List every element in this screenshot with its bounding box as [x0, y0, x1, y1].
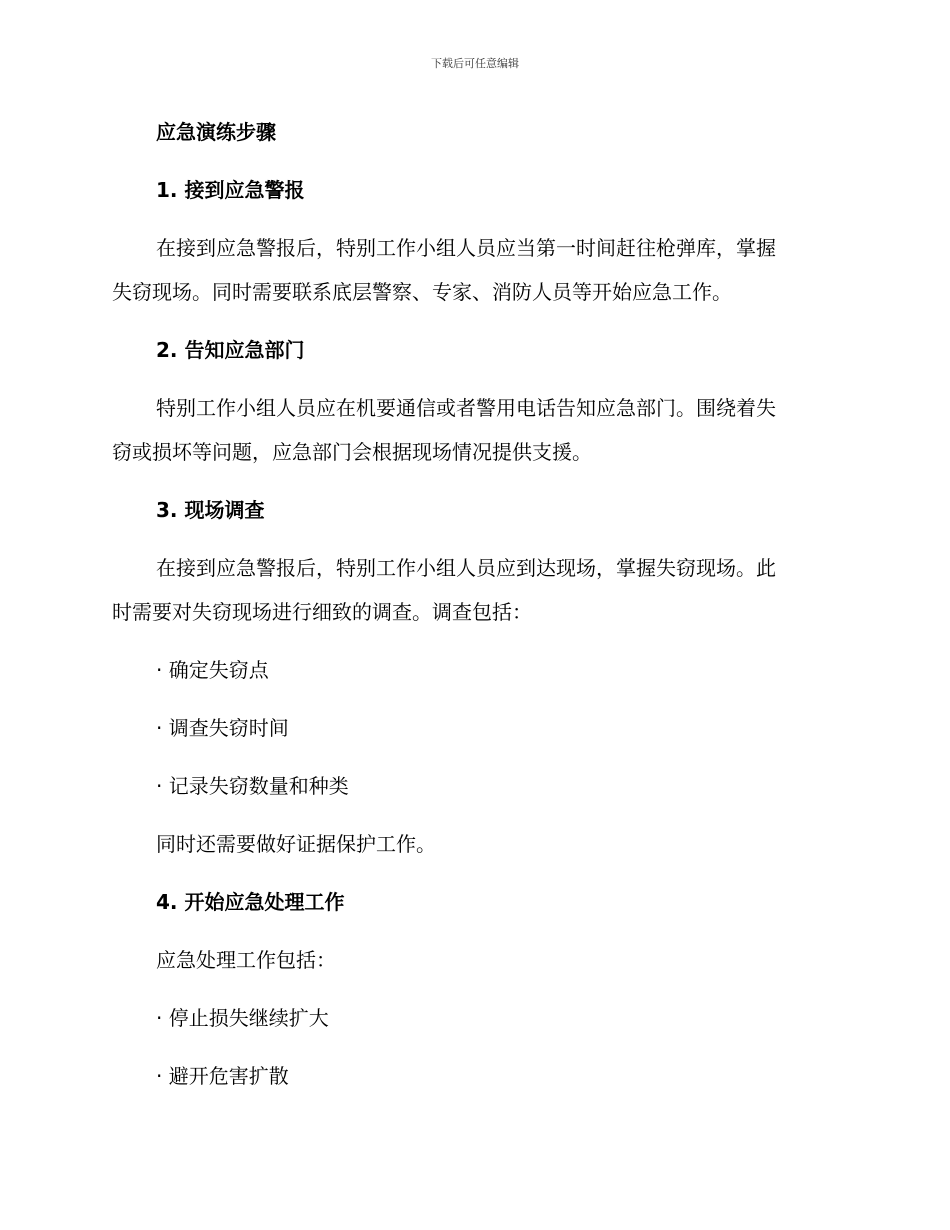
paragraph-line: 在接到应急警报后，特别工作小组人员应到达现场，掌握失窃现场。此: [156, 556, 776, 580]
paragraph-line: 在接到应急警报后，特别工作小组人员应当第一时间赶往枪弹库，掌握: [156, 236, 776, 260]
section-heading-2: 2. 告知应急部门: [156, 338, 305, 362]
paragraph-line: 失窃现场。同时需要联系底层警察、专家、消防人员等开始应急工作。: [112, 280, 732, 304]
list-item: · 记录失窃数量和种类: [156, 774, 349, 798]
section-3-closing: 同时还需要做好证据保护工作。: [156, 832, 436, 856]
paragraph-line: 时需要对失窃现场进行细致的调查。调查包括：: [112, 600, 532, 624]
paragraph-line: 窃或损坏等问题，应急部门会根据现场情况提供支援。: [112, 440, 592, 464]
section-3-paragraph: [112, 546, 832, 634]
list-item: · 避开危害扩散: [156, 1064, 289, 1088]
section-heading-1: 1. 接到应急警报: [156, 178, 305, 202]
paragraph-line: 特别工作小组人员应在机要通信或者警用电话告知应急部门。围绕着失: [156, 396, 776, 420]
section-heading-3: 3. 现场调查: [156, 498, 265, 522]
list-item: · 调查失窃时间: [156, 716, 289, 740]
list-item: · 停止损失继续扩大: [156, 1006, 329, 1030]
header-note: 下载后可任意编辑: [431, 57, 519, 70]
section-heading-4: 4. 开始应急处理工作: [156, 890, 345, 914]
document-title: 应急演练步骤: [156, 120, 276, 144]
section-2-paragraph: [112, 386, 832, 474]
document-body: [112, 110, 832, 1112]
section-4-intro: 应急处理工作包括：: [156, 948, 336, 972]
list-item: · 确定失窃点: [156, 658, 269, 682]
section-1-paragraph: [112, 226, 832, 314]
